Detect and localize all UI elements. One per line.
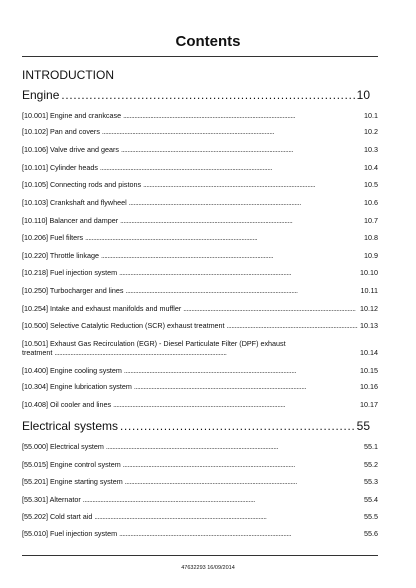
chapter-engine[interactable] xyxy=(22,88,378,102)
entry-page: 10.5 xyxy=(364,180,378,189)
entry-label: [10.001] Engine and crankcase xyxy=(22,111,122,120)
entry-page: 55.2 xyxy=(364,460,378,469)
toc-entry[interactable] xyxy=(22,366,378,375)
entry-label: [10.220] Throttle linkage xyxy=(22,251,99,260)
entry-page: 10.16 xyxy=(360,382,378,391)
entry-label: [55.015] Engine control system xyxy=(22,460,121,469)
entry-page: 10.10 xyxy=(360,268,378,277)
chapter-label: Engine xyxy=(22,88,60,102)
toc-entry[interactable] xyxy=(22,180,378,189)
section-heading: INTRODUCTION xyxy=(22,68,114,82)
entry-label: [10.102] Pan and covers xyxy=(22,127,100,136)
leader-dots xyxy=(123,460,362,469)
entry-page: 55.4 xyxy=(364,495,378,504)
entry-label: [10.101] Cylinder heads xyxy=(22,163,98,172)
entry-label: [10.218] Fuel injection system xyxy=(22,268,118,277)
toc-entry[interactable] xyxy=(22,233,378,242)
toc-entry[interactable] xyxy=(22,460,378,469)
toc-entry[interactable] xyxy=(22,127,378,136)
entry-page: 10.9 xyxy=(364,251,378,260)
toc-entry[interactable] xyxy=(22,400,378,409)
entry-page: 10.1 xyxy=(364,111,378,120)
entry-page: 10.7 xyxy=(364,216,378,225)
entry-page: 10.17 xyxy=(360,400,378,409)
toc-entry[interactable] xyxy=(22,286,378,295)
entry-label: [10.250] Turbocharger and lines xyxy=(22,286,124,295)
entry-label: [10.106] Valve drive and gears xyxy=(22,145,119,154)
entry-label: [55.000] Electrical system xyxy=(22,442,104,451)
leader-dots xyxy=(123,111,362,120)
leader-dots xyxy=(61,90,354,102)
entry-page: 10.3 xyxy=(364,145,378,154)
toc-entry[interactable] xyxy=(22,512,378,521)
entry-label: [55.201] Engine starting system xyxy=(22,477,123,486)
leader-dots xyxy=(129,198,362,207)
title-rule xyxy=(22,56,378,57)
entry-page: 10.15 xyxy=(360,366,378,375)
page-title: Contents xyxy=(175,33,241,50)
entry-label: [10.408] Oil cooler and lines xyxy=(22,400,112,409)
leader-dots xyxy=(106,442,362,451)
footer-rule xyxy=(22,555,378,556)
entry-label: [10.254] Intake and exhaust manifolds and muffler xyxy=(22,304,182,313)
entry-label: [10.304] Engine lubrication system xyxy=(22,382,132,391)
entry-page: 10.4 xyxy=(364,163,378,172)
leader-dots xyxy=(124,366,358,375)
entry-page: 10.13 xyxy=(360,321,378,330)
entry-page: 10.11 xyxy=(360,286,378,295)
leader-dots xyxy=(227,321,358,330)
leader-dots xyxy=(120,216,362,225)
leader-dots xyxy=(54,348,358,357)
chapter-label: Electrical systems xyxy=(22,419,119,433)
leader-dots xyxy=(102,127,362,136)
leader-dots xyxy=(100,163,362,172)
toc-entry[interactable] xyxy=(22,251,378,260)
entry-label: [10.206] Fuel filters xyxy=(22,233,84,242)
entry-label: [55.202] Cold start aid xyxy=(22,512,93,521)
entry-page: 55.6 xyxy=(364,529,378,538)
entry-label: [10.400] Engine cooling system xyxy=(22,366,122,375)
chapter-electrical-systems[interactable] xyxy=(22,419,378,433)
entry-page: 10.6 xyxy=(364,198,378,207)
leader-dots xyxy=(125,477,362,486)
chapter-page: 10 xyxy=(356,88,370,102)
leader-dots xyxy=(83,495,362,504)
toc-entry[interactable] xyxy=(22,321,378,330)
leader-dots xyxy=(101,251,362,260)
entry-label: [10.500] Selective Catalytic Reduction (SCR) exhaust treatment xyxy=(22,321,225,330)
leader-dots xyxy=(85,233,362,242)
leader-dots xyxy=(119,268,358,277)
entry-label: [10.105] Connecting rods and pistons xyxy=(22,180,142,189)
leader-dots xyxy=(134,382,358,391)
toc-entry[interactable] xyxy=(22,111,378,120)
toc-entry[interactable] xyxy=(22,145,378,154)
entry-label: [55.301] Alternator xyxy=(22,495,81,504)
leader-dots xyxy=(94,512,362,521)
toc-entry[interactable] xyxy=(22,477,378,486)
entry-page: 10.8 xyxy=(364,233,378,242)
toc-entry[interactable] xyxy=(22,495,378,504)
toc-entry[interactable] xyxy=(22,339,378,357)
toc-entry[interactable] xyxy=(22,304,378,313)
toc-entry[interactable] xyxy=(22,382,378,391)
leader-dots xyxy=(183,304,358,313)
leader-dots xyxy=(113,400,358,409)
entry-label-line2: treatment xyxy=(22,348,53,357)
leader-dots xyxy=(119,529,362,538)
toc-entry[interactable] xyxy=(22,529,378,538)
leader-dots xyxy=(143,180,362,189)
footer-doc-id: 47632293 16/09/2014 xyxy=(181,565,235,571)
toc-entry[interactable] xyxy=(22,216,378,225)
entry-page: 55.1 xyxy=(364,442,378,451)
leader-dots xyxy=(120,421,355,433)
entry-page: 10.2 xyxy=(364,127,378,136)
toc-entry[interactable] xyxy=(22,163,378,172)
toc-entry[interactable] xyxy=(22,442,378,451)
entry-page: 10.14 xyxy=(360,348,378,357)
toc-entry[interactable] xyxy=(22,268,378,277)
toc-entry[interactable] xyxy=(22,198,378,207)
entry-label-line1: [10.501] Exhaust Gas Recirculation (EGR) - Diesel Particulate Filter (DPF) exhaust xyxy=(22,339,286,348)
leader-dots xyxy=(126,286,359,295)
leader-dots xyxy=(121,145,362,154)
chapter-page: 55 xyxy=(356,419,370,433)
entry-label: [55.010] Fuel injection system xyxy=(22,529,118,538)
entry-page: 10.12 xyxy=(360,304,378,313)
entry-page: 55.5 xyxy=(364,512,378,521)
entry-label: [10.103] Crankshaft and flywheel xyxy=(22,198,127,207)
entry-page: 55.3 xyxy=(364,477,378,486)
entry-label: [10.110] Balancer and damper xyxy=(22,216,119,225)
